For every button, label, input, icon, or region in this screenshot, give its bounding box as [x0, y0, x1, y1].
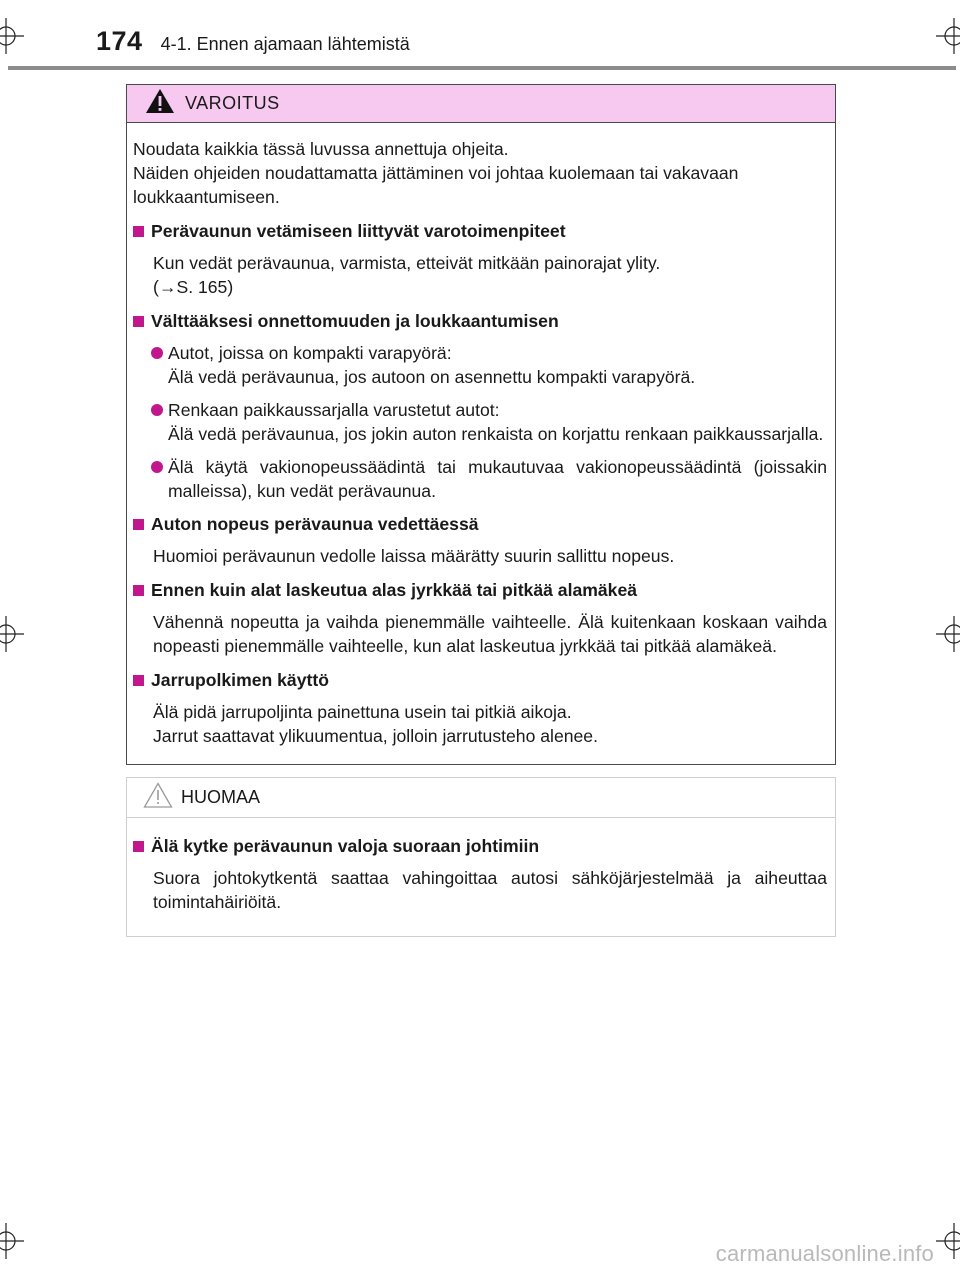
- section-heading-avoid-accidents: [133, 309, 827, 333]
- crop-mark-top-left: [0, 18, 24, 54]
- warning-title: VAROITUS: [185, 93, 280, 113]
- page-header: [96, 26, 410, 57]
- section-heading-text: Perävaunun vetämiseen liittyvät varotoimenpiteet: [151, 221, 566, 241]
- square-bullet-icon: [133, 519, 144, 530]
- section-heading-brake-pedal: [133, 668, 827, 692]
- section-text-line: Älä pidä jarrupoljinta painettuna usein tai pitkiä aikoja.: [153, 702, 572, 722]
- warning-body: [127, 123, 835, 764]
- circle-bullet-icon: [151, 404, 163, 416]
- bullet-title: Autot, joissa on kompakti varapyörä:: [168, 343, 452, 363]
- bullet-title: Renkaan paikkaussarjalla varustetut autot:: [168, 400, 500, 420]
- notice-header: [127, 778, 835, 818]
- section-text-line: Vähennä nopeutta ja vaihda pienemmälle vaihteelle. Älä kuitenkaan koskaan vaihda nopeasti pienemmälle vaihteelle, kun alat laskeutua jyrkkää tai pitkää alamäkeä.: [153, 612, 827, 656]
- bullet-title: Älä käytä vakionopeussäädintä tai mukautuvaa vakionopeussäädintä (joissakin malleissa), kun vedät perävaunua.: [168, 457, 827, 501]
- warning-header: [127, 85, 835, 123]
- section-text-line-2: Jarrut saattavat ylikuumentua, jolloin jarrutusteho alenee.: [153, 726, 598, 746]
- crop-mark-mid-right: [936, 616, 960, 652]
- square-bullet-icon: [133, 316, 144, 327]
- section-text-line: Kun vedät perävaunua, varmista, etteivät mitkään painorajat ylity.: [153, 253, 661, 273]
- square-bullet-icon: [133, 585, 144, 596]
- bullet-item-compact-spare: [133, 341, 827, 389]
- section-text: [133, 610, 827, 658]
- section-heading-text: Ennen kuin alat laskeutua alas jyrkkää tai pitkää alamäkeä: [151, 580, 638, 600]
- square-bullet-icon: [133, 675, 144, 686]
- bullet-item-repair-kit: [133, 398, 827, 446]
- crop-mark-mid-left: [0, 616, 24, 652]
- header-rule: [8, 66, 956, 70]
- section-heading-downhill: [133, 578, 827, 602]
- section-heading-text: Välttääksesi onnettomuuden ja loukkaantumisen: [151, 311, 559, 331]
- section-text: [133, 700, 827, 748]
- notice-body: [127, 818, 835, 936]
- warning-intro-line-2: Näiden ohjeiden noudattamatta jättäminen voi johtaa kuolemaan tai vakavaan loukkaantumiseen.: [133, 163, 739, 207]
- section-text-line: Huomioi perävaunun vedolle laissa määrätty suurin sallittu nopeus.: [153, 546, 675, 566]
- section-heading-trailer-precautions: [133, 219, 827, 243]
- bullet-text: Älä vedä perävaunua, jos jokin auton renkaista on korjattu renkaan paikkaussarjalla.: [168, 424, 824, 444]
- notice-triangle-icon: [143, 782, 173, 813]
- warning-triangle-icon: [145, 88, 175, 119]
- crop-mark-bottom-right: [936, 1223, 960, 1259]
- section-text: [133, 866, 827, 914]
- section-heading-text: Jarrupolkimen käyttö: [151, 670, 329, 690]
- warning-intro: [133, 137, 827, 209]
- section-text: [133, 544, 827, 568]
- section-heading-text: Älä kytke perävaunun valoja suoraan johtimiin: [151, 836, 540, 856]
- crop-mark-top-right: [936, 18, 960, 54]
- square-bullet-icon: [133, 226, 144, 237]
- section-heading-trailer-lights: [133, 834, 827, 858]
- warning-box: [126, 84, 836, 765]
- bullet-item-cruise-control: [133, 455, 827, 503]
- section-heading-text: Auton nopeus perävaunua vedettäessä: [151, 514, 479, 534]
- page-number: 174: [96, 26, 143, 56]
- notice-title: HUOMAA: [181, 787, 261, 807]
- section-heading-speed: [133, 512, 827, 536]
- bullet-text: Älä vedä perävaunua, jos autoon on asennettu kompakti varapyörä.: [168, 367, 696, 387]
- circle-bullet-icon: [151, 347, 163, 359]
- section-title: 4-1. Ennen ajamaan lähtemistä: [160, 34, 410, 54]
- section-text-line: Suora johtokytkentä saattaa vahingoittaa autosi sähköjärjestelmää ja aiheuttaa toimintahäiriöitä.: [153, 868, 827, 912]
- square-bullet-icon: [133, 841, 144, 852]
- notice-box: [126, 777, 836, 937]
- circle-bullet-icon: [151, 461, 163, 473]
- watermark: carmanualsonline.info: [715, 1241, 934, 1266]
- page-reference: (→S. 165): [153, 277, 234, 297]
- section-text: [133, 251, 827, 299]
- warning-intro-line: Noudata kaikkia tässä luvussa annettuja ohjeita.: [133, 139, 509, 159]
- crop-mark-bottom-left: [0, 1223, 24, 1259]
